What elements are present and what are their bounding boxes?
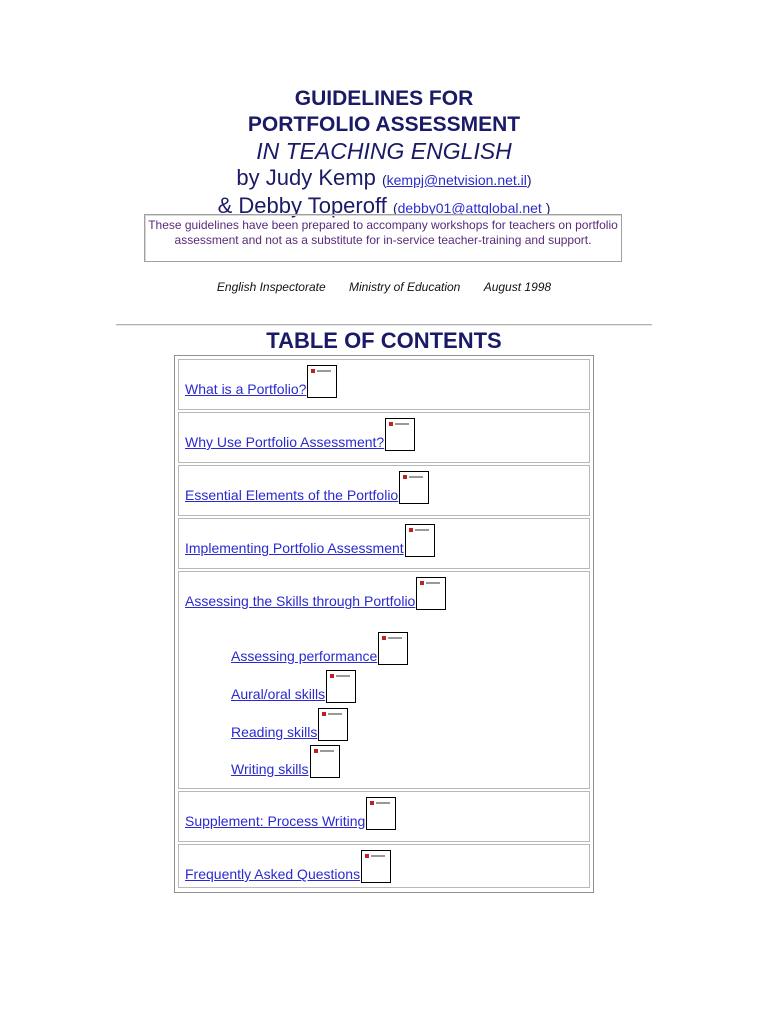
toc-heading: TABLE OF CONTENTS: [266, 328, 502, 353]
broken-image-icon: [366, 797, 396, 830]
broken-image-icon: [416, 577, 446, 610]
toc-cell: [178, 412, 590, 463]
toc-link-assessing-performance[interactable]: Assessing performance: [231, 648, 378, 664]
title-line-1: GUIDELINES FOR: [294, 87, 474, 110]
meta-org: English Inspectorate: [216, 280, 326, 294]
broken-image-icon: [405, 524, 435, 557]
meta-ministry: Ministry of Education: [348, 280, 461, 294]
horizontal-divider: [116, 324, 652, 326]
author-1-email-link[interactable]: kempj@netvision.net.il: [386, 172, 527, 188]
broken-image-icon: [326, 670, 356, 703]
broken-image-icon: [361, 850, 391, 883]
document-header: [0, 86, 768, 221]
broken-image-icon: [378, 632, 408, 665]
author-2-email-link[interactable]: debby01@attglobal.net: [397, 200, 542, 216]
meta-date: August 1998: [483, 280, 552, 294]
toc-cell: [178, 465, 590, 516]
publication-meta: [0, 280, 768, 294]
toc-link-essential-elements[interactable]: Essential Elements of the Portfolio: [185, 487, 399, 503]
toc-table: [174, 355, 594, 893]
toc-link-faq[interactable]: Frequently Asked Questions: [185, 866, 361, 882]
toc-cell: [178, 359, 590, 410]
author-1: by Judy Kemp (kempj@netvision.net.il): [236, 165, 532, 190]
title-line-3: IN TEACHING ENGLISH: [256, 138, 512, 164]
toc-link-why-use-portfolio[interactable]: Why Use Portfolio Assessment?: [185, 434, 385, 450]
notice-box: [144, 214, 622, 262]
author-2: & Debby Toperoff (debby01@attglobal.net ): [217, 193, 551, 218]
toc-link-aural-oral[interactable]: Aural/oral skills: [231, 686, 326, 702]
notice-text: These guidelines have been prepared to accompany workshops for teachers on portfolio assessment and not as a substitute for in-service teacher-training and support.: [148, 218, 618, 247]
broken-image-icon: [307, 365, 337, 398]
author-2-name: & Debby Toperoff: [217, 193, 387, 218]
toc-link-reading[interactable]: Reading skills: [231, 724, 318, 740]
title-line-2: PORTFOLIO ASSESSMENT: [247, 113, 521, 136]
toc-link-writing[interactable]: Writing skills: [231, 761, 309, 777]
toc-link-assessing-skills[interactable]: Assessing the Skills through Portfolio: [185, 593, 416, 609]
toc-cell: [178, 571, 590, 789]
broken-image-icon: [385, 418, 415, 451]
toc-cell: [178, 791, 590, 842]
author-1-name: by Judy Kemp: [236, 165, 376, 190]
toc-cell: [178, 844, 590, 888]
broken-image-icon: [310, 745, 340, 778]
toc-link-process-writing[interactable]: Supplement: Process Writing: [185, 813, 366, 829]
toc-cell: [178, 518, 590, 569]
toc-link-implementing[interactable]: Implementing Portfolio Assessment: [185, 540, 404, 556]
broken-image-icon: [318, 708, 348, 741]
broken-image-icon: [399, 471, 429, 504]
toc-link-what-is-portfolio[interactable]: What is a Portfolio?: [185, 381, 307, 397]
